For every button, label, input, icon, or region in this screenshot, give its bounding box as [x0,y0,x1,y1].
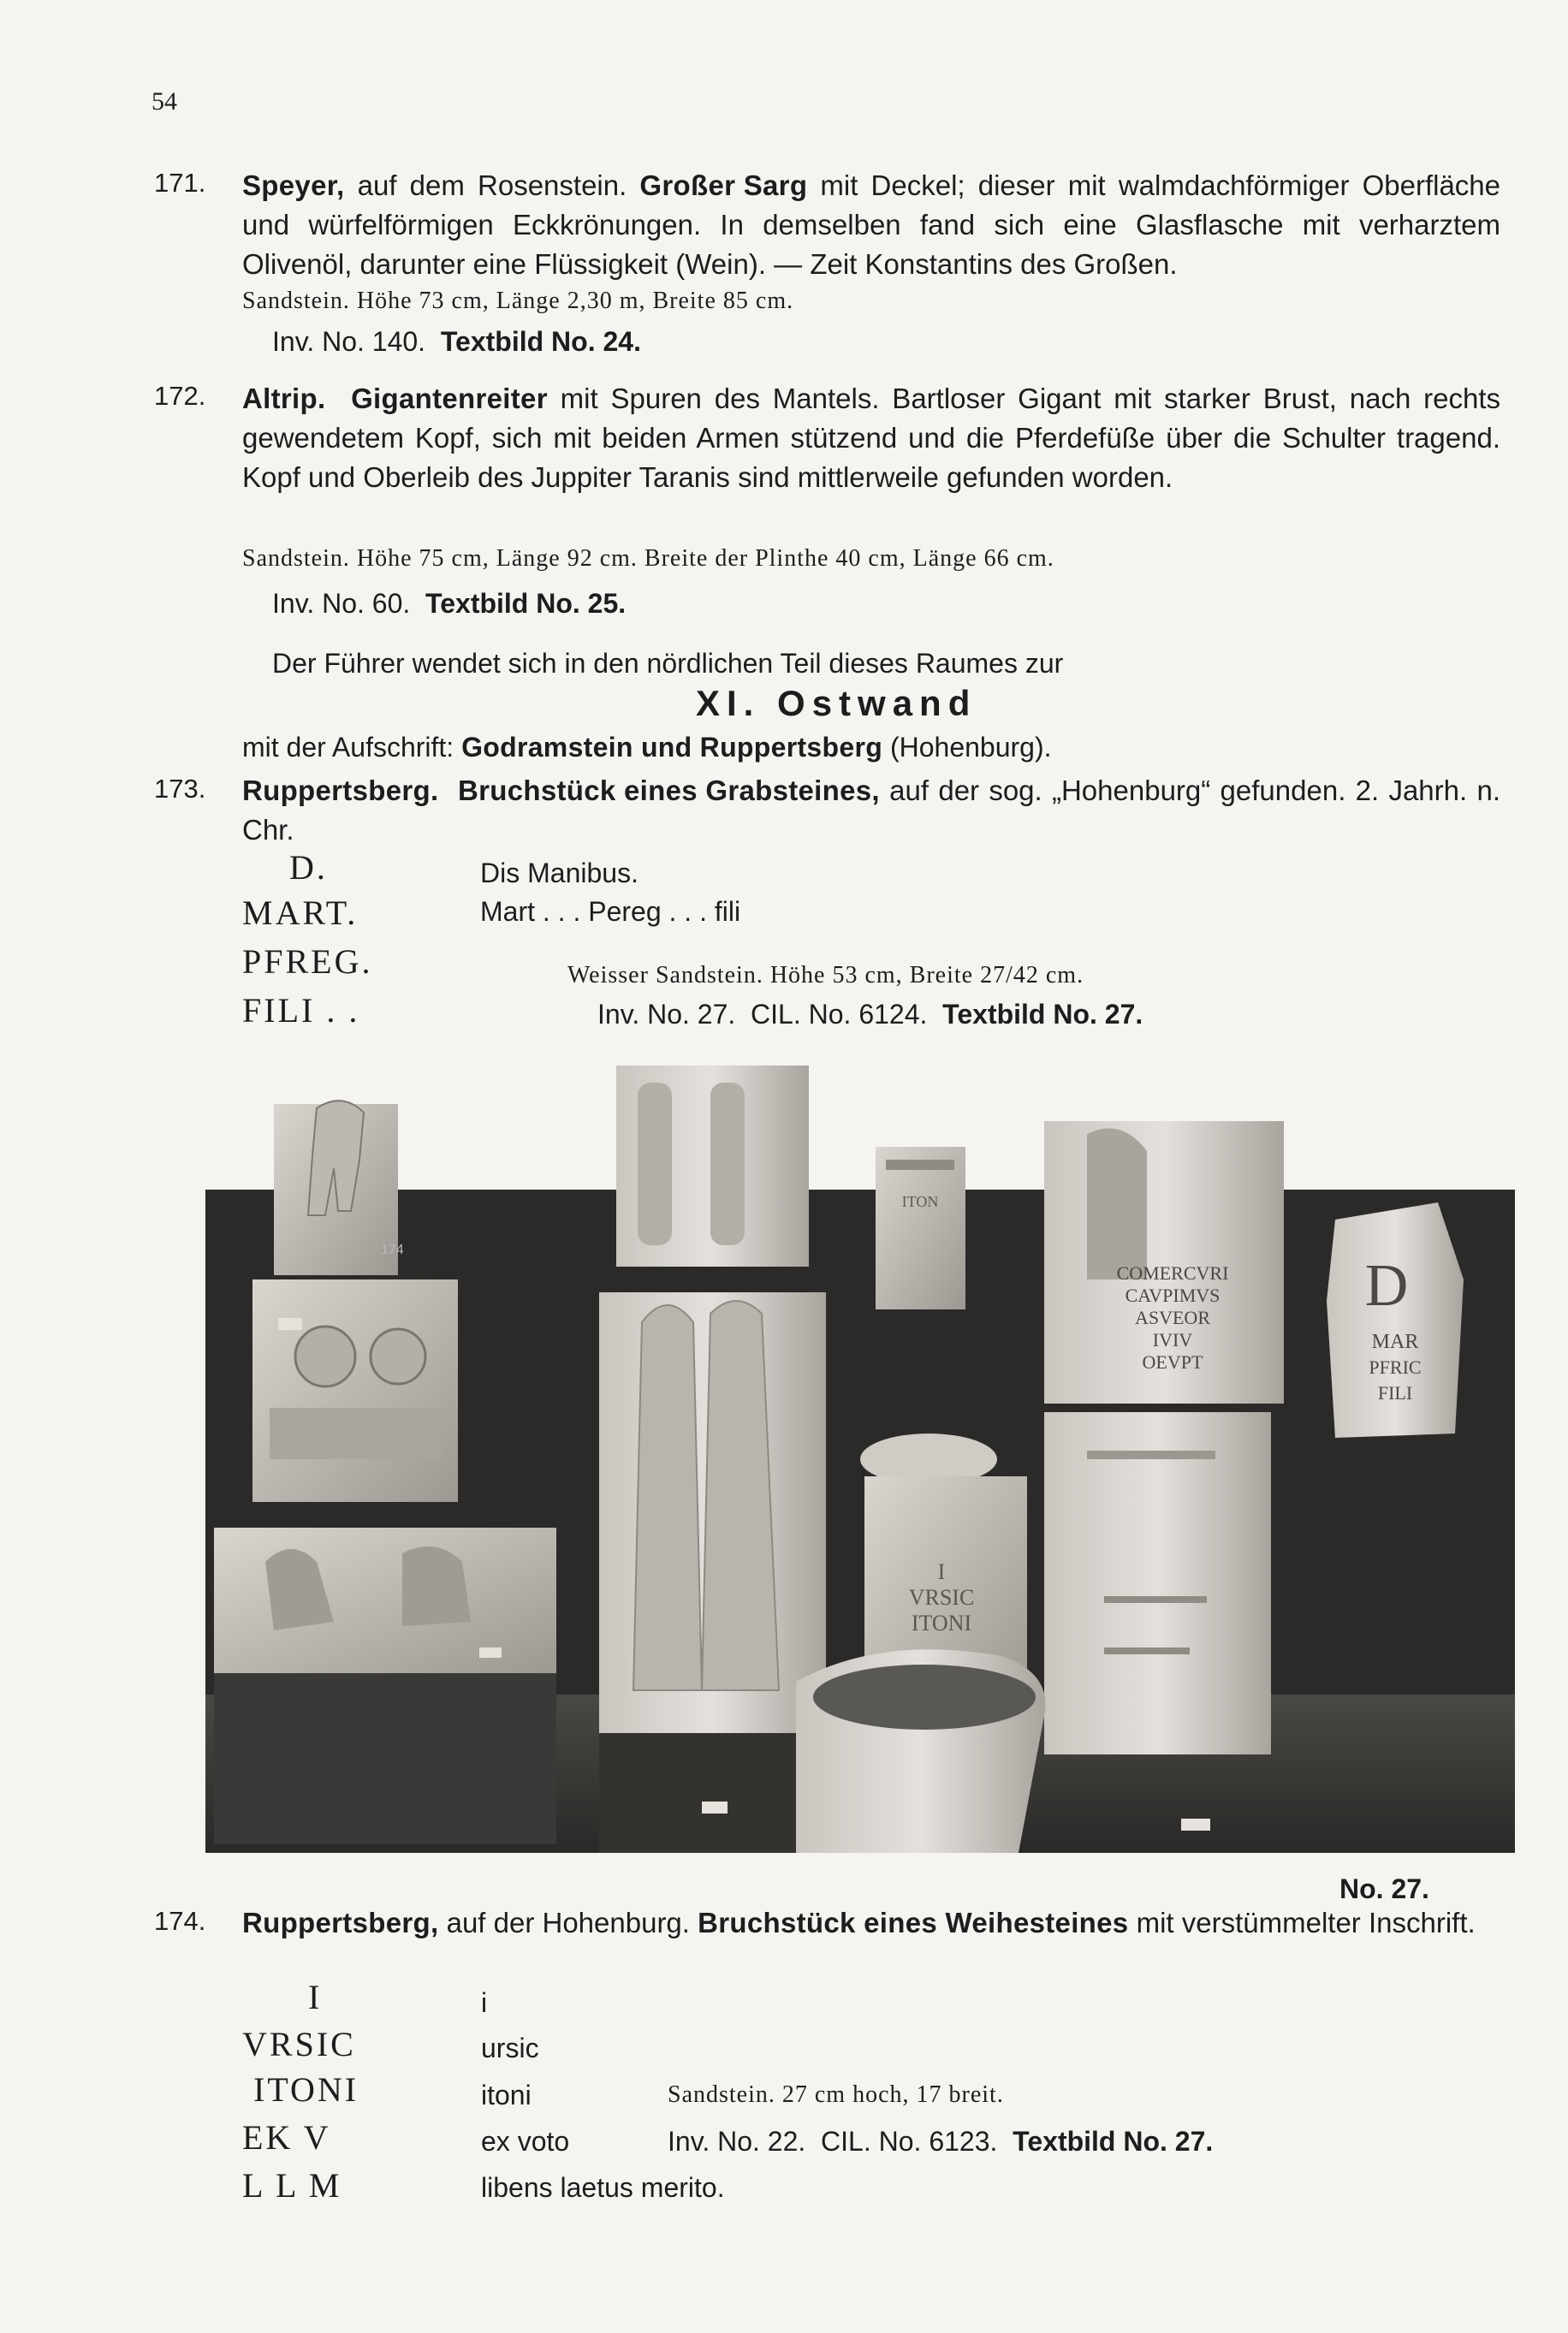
inscribed-stone-b [1327,1202,1464,1438]
entry-174-inv: Inv. No. 22. [668,2126,806,2157]
entry-174-trans-4: ex voto [481,2126,570,2157]
entry-174-trans-2: ursic [481,2033,539,2063]
entry-174-text [242,1903,1500,1943]
section-subtitle-post: (Hohenburg). [882,732,1052,763]
section-title: XI. Ostwand [696,683,977,723]
entry-173-inv-line [597,999,1143,1030]
entry-174-text2: mit verstümmelter Inschrift. [1128,1907,1476,1938]
entry-172-text [242,379,1500,497]
entry-173-inv: Inv. No. 27. [597,999,736,1030]
entry-171-inv: Inv. No. 140. [272,326,426,357]
entry-172-desc: mit Spuren des Mantels. Bartloser Gigant mit starker Brust, nach rechts gewendetem Kopf, sich mit beiden Armen stützend und die Pferdefüße über die Schulter tragend. Kopf und Oberleib des Juppiter Taranis sind mittlerweile gefunden worden. [242,383,1500,493]
stone-a-line-3: ASVEOR [1134,1307,1211,1328]
section-subtitle-pre: mit der Aufschrift: [242,732,462,763]
entry-172-place: Altrip. [242,383,326,414]
entry-172-textbild: Textbild No. 25. [425,588,627,619]
stone-a-line-1: COMERCVRI [1116,1262,1229,1284]
entry-173-insc-3: PFREG. [242,942,373,981]
entry-172-inv-line [272,588,626,620]
stone-b-line-3: PFRIC [1369,1356,1422,1378]
stone-c-line-3: ITONI [911,1611,972,1635]
small-altar [876,1147,965,1309]
entry-174-title: Bruchstück eines Weihesteines [698,1907,1129,1938]
entry-173-insc-1: D. [289,848,328,887]
entry-174-number: 174. [154,1906,206,1936]
photo-tag: 174 [381,1243,404,1257]
entry-173-insc-2: MART. [242,893,359,932]
entry-171-number: 171. [154,168,206,198]
entry-173-desc: auf der sog. „Hohenburg“ gefunden. 2. Jahrh. n. Chr. [242,775,1500,846]
entry-174-trans-3: itoni [481,2080,532,2110]
entry-174-place: Ruppertsberg, [242,1907,439,1938]
page-number: 54 [151,87,177,116]
entry-173-meta: Weisser Sandstein. Höhe 53 cm, Breite 27/42 cm. [567,962,1084,988]
entry-174-inv-line [668,2126,1213,2158]
photo-caption: No. 27. [1339,1873,1429,1904]
entry-173-trans-1: Dis Manibus. [480,858,638,888]
entry-174-insc-5: L L M [242,2166,342,2205]
entry-172-number: 172. [154,381,206,411]
entry-171-title: Großer Sarg [639,169,808,201]
entry-171-text1: auf dem Rosenstein. [344,169,640,201]
museum-wall-photo [197,1066,1519,1853]
stone-b-line-1: D [1364,1253,1409,1319]
stone-a-line-5: OEVPT [1142,1351,1203,1373]
entry-174-textbild: Textbild No. 27. [1013,2126,1214,2157]
entry-174-insc-2: VRSIC [242,2025,356,2063]
entry-173-trans-2: Mart . . . Pereg . . . fili [480,896,741,927]
entry-174-cil: CIL. No. 6123. [821,2126,998,2157]
stone-basin [796,1649,1045,1853]
entry-173-number: 173. [154,774,206,804]
entry-171-inv-line [272,326,641,358]
entry-173-text [242,771,1500,850]
entry-174-text1: auf der Hohenburg. [438,1907,698,1938]
stone-b-line-4: FILI [1377,1382,1413,1404]
entry-174-insc-3: ITONI [253,2070,359,2109]
section-subtitle-bold: Godramstein und Ruppertsberg [461,732,883,763]
relief-pillar [599,1066,826,1853]
entry-173-textbild: Textbild No. 27. [942,999,1143,1030]
entry-174-trans-5: libens laetus merito. [481,2172,725,2203]
entry-171-textbild: Textbild No. 24. [440,326,641,357]
entry-173-title: Bruchstück eines Grabsteines, [458,775,880,806]
transition-text: Der Führer wendet sich in den nördlichen Teil dieses Raumes zur [272,648,1064,679]
stone-a-line-4: IVIV [1152,1329,1193,1351]
entry-173-place: Ruppertsberg. [242,775,439,806]
section-subtitle [242,732,1052,763]
entry-171-place: Speyer, [242,169,345,201]
stone-c-line-2: VRSIC [908,1585,975,1610]
entry-173-insc-4: FILI . . [242,991,360,1030]
entry-171-text2: mit Deckel; dieser mit walmdachförmiger Oberfläche und würfelförmigen Eckkrönungen. In demselben fand sich eine Glasflasche mit verharztem Olivenöl, darunter eine Flüssigkeit (Wein). — Zeit Konstantins des Großen. [242,169,1501,280]
stone-c-line-1: I [937,1559,946,1584]
entry-172-inv: Inv. No. 60. [272,588,411,619]
entry-172-title: Gigantenreiter [351,383,548,414]
svg-text:ITON: ITON [901,1193,939,1210]
entry-173-cil: CIL. No. 6124. [751,999,928,1030]
stone-b-line-2: MAR [1371,1331,1419,1353]
entry-174-insc-1: I [308,1978,323,2016]
entry-174-insc-4: EK V [242,2118,331,2157]
entry-174-trans-1: i [481,1987,488,2018]
stone-a-line-2: CAVPIMVS [1125,1285,1221,1306]
large-gravestone [1044,1412,1271,1754]
entry-172-meta: Sandstein. Höhe 75 cm, Länge 92 cm. Breite der Plinthe 40 cm, Länge 66 cm. [242,545,1054,572]
entry-171-meta: Sandstein. Höhe 73 cm, Länge 2,30 m, Breite 85 cm. [242,288,794,314]
inscribed-stone-a [1044,1121,1284,1404]
entry-174-meta: Sandstein. 27 cm hoch, 17 breit. [668,2081,1004,2108]
entry-171-text [242,166,1500,284]
